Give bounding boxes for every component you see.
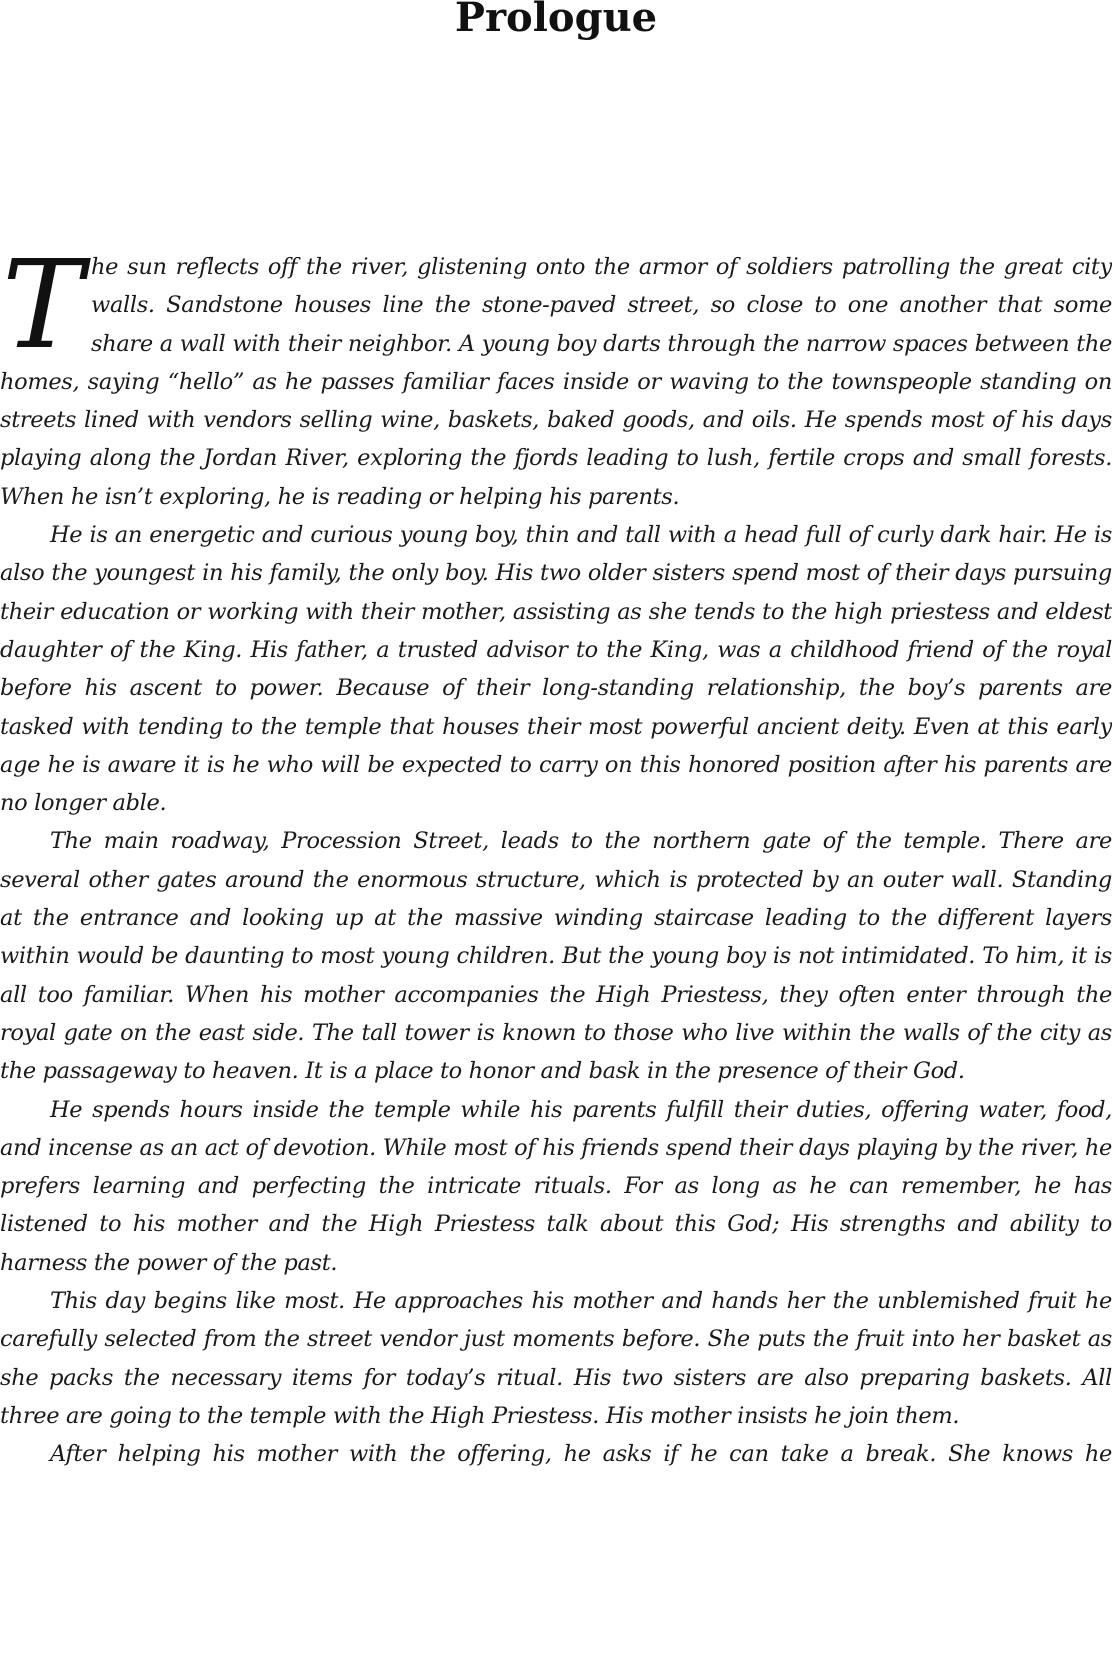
- paragraph: This day begins like most. He approaches his mother and hands her the unblemished fruit he carefully selected from the street vendor just moments before. She puts the fruit into her basket as she packs the necessary items for today’s ritual. His two sisters are also preparing baskets. All three are going to the temple with the High Priestess. His mother insists he join them.: [0, 1288, 1112, 1429]
- paragraph: He is an energetic and curious young boy, thin and tall with a head full of curly dark hair. He is also the youngest in his family, the only boy. His two older sisters spend most of their days pursuing their education or working with their mother, assisting as she tends to the high priestess and eldest daughter of the King. His father, a trusted advisor to the King, was a childhood friend of the royal before his ascent to power. Because of their long-standing relationship, the boy’s parents are tasked with tending to the temple that houses their most powerful ancient deity. Even at this early age he is aware it is he who will be expected to carry on this honored position after his parents are no longer able.: [0, 522, 1112, 817]
- chapter-title: Prologue: [454, 0, 658, 41]
- paragraph: The main roadway, Procession Street, leads to the northern gate of the temple. There are several other gates around the enormous structure, which is protected by an outer wall. Standing at the entrance and looking up at the massive winding staircase leading to the different layers within would be daunting to most young children. But the young boy is not intimidated. To him, it is all too familiar. When his mother accompanies the High Priestess, they often enter through the royal gate on the east side. The tall tower is known to those who live within the walls of the city as the passageway to heaven. It is a place to honor and bask in the presence of their God.: [0, 828, 1112, 1085]
- paragraph-continued: After helping his mother with the offering, he asks if he can take a break. She knows he: [50, 1441, 1112, 1468]
- chapter-body: [0, 234, 1112, 1474]
- drop-cap: T: [2, 234, 84, 376]
- paragraph: He spends hours inside the temple while his parents fulfill their duties, offering water, food, and incense as an act of devotion. While most of his friends spend their days playing by the river, he prefers learning and perfecting the intricate rituals. For as long as he can remember, he has listened to his mother and the High Priestess talk about this God; His strengths and ability to harness the power of the past.: [0, 1096, 1112, 1276]
- paragraph-text: he sun reflects off the river, glistening onto the armor of soldiers patrolling the great city walls. Sandstone houses line the stone-paved street, so close to one another that some share a wall with their neighbor. A young boy darts through the narrow spaces between the homes, saying “hello” as he passes familiar faces inside or waving to the townspeople standing on streets lined with vendors selling wine, baskets, baked goods, and oils. He spends most of his days playing along the Jordan River, exploring the fjords leading to lush, fertile crops and small forests. When he isn’t exploring, he is reading or helping his parents.: [0, 254, 1112, 510]
- opening-paragraph: [0, 234, 1112, 516]
